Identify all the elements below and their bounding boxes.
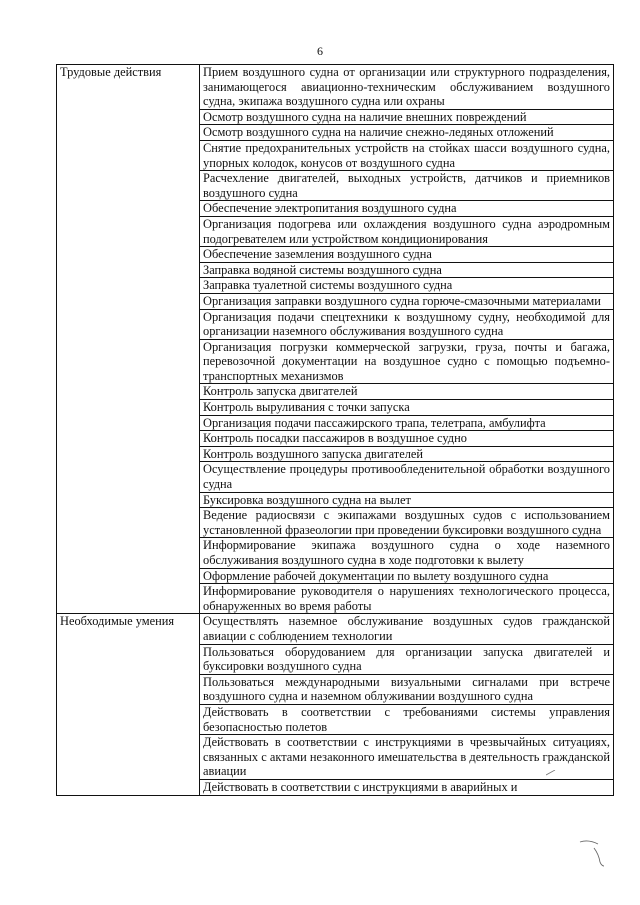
item-text: Контроль запуска двигателей	[200, 384, 614, 400]
item-text: Действовать в соответствии с требованиями системы управления безопасностью полетов	[200, 704, 614, 734]
item-text: Пользоваться оборудованием для организации запуска двигателей и буксировки воздушного судна	[200, 644, 614, 674]
item-text: Обеспечение электропитания воздушного судна	[200, 201, 614, 217]
handwritten-initials	[578, 838, 606, 868]
item-text: Организация подачи спецтехники к воздушному судну, необходимой для организации наземного обслуживания воздушного судна	[200, 309, 614, 339]
item-text: Информирование экипажа воздушного судна о ходе наземного обслуживания воздушного судна в ходе подготовки к вылету	[200, 538, 614, 568]
item-text: Контроль посадки пассажиров в воздушное судно	[200, 431, 614, 447]
item-text: Ведение радиосвязи с экипажами воздушных судов с использованием установленной фразеологии при проведении буксировки воздушного судна	[200, 508, 614, 538]
item-text: Прием воздушного судна от организации или структурного подразделения, занимающегося авиационно-техническим обслуживанием воздушного судна, экипажа воздушного судна или охраны	[200, 65, 614, 110]
section-label: Трудовые действия	[57, 65, 200, 614]
item-text: Контроль воздушного запуска двигателей	[200, 446, 614, 462]
table-row	[57, 614, 614, 644]
item-text: Организация подачи пассажирского трапа, телетрапа, амбулифта	[200, 415, 614, 431]
item-text: Действовать в соответствии с инструкциями в чрезвычайных ситуациях, связанных с актами незаконного имешательства в деятельность гражданской авиации	[200, 735, 614, 780]
table-row	[57, 65, 614, 110]
item-text: Снятие предохранительных устройств на стойках шасси воздушного судна, упорных колодок, конусов от воздушного судна	[200, 140, 614, 170]
item-text: Осуществление процедуры противообледенительной обработки воздушного судна	[200, 462, 614, 492]
pen-mark	[546, 770, 556, 776]
item-text: Расчехление двигателей, выходных устройств, датчиков и приемников воздушного судна	[200, 171, 614, 201]
item-text: Оформление рабочей документации по вылету воздушного судна	[200, 568, 614, 584]
page-number: 6	[317, 44, 323, 58]
item-text: Заправка туалетной системы воздушного судна	[200, 278, 614, 294]
item-text: Организация подогрева или охлаждения воздушного судна аэродромным подогревателем или устройством кондиционирования	[200, 216, 614, 246]
item-text: Информирование руководителя о нарушениях технологического процесса, обнаруженных во время работы	[200, 584, 614, 614]
item-text: Организация заправки воздушного судна горюче-смазочными материалами	[200, 293, 614, 309]
item-text: Осмотр воздушного судна на наличие внешних повреждений	[200, 109, 614, 125]
item-text: Заправка водяной системы воздушного судна	[200, 262, 614, 278]
item-text: Действовать в соответствии с инструкциями в аварийных и	[200, 779, 614, 795]
item-text: Буксировка воздушного судна на вылет	[200, 492, 614, 508]
item-text: Организация погрузки коммерческой загрузки, груза, почты и багажа, перевозочной документации на воздушное судно с помощью подъемно-транспортных механизмов	[200, 339, 614, 384]
item-text: Обеспечение заземления воздушного судна	[200, 247, 614, 263]
item-text: Осмотр воздушного судна на наличие снежно-ледяных отложений	[200, 125, 614, 141]
section-label: Необходимые умения	[57, 614, 200, 795]
item-text: Осуществлять наземное обслуживание воздушных судов гражданской авиации с соблюдением технологии	[200, 614, 614, 644]
competency-table	[56, 64, 614, 796]
item-text: Контроль выруливания с точки запуска	[200, 400, 614, 416]
item-text: Пользоваться международными визуальными сигналами при встрече воздушного судна и наземном облуживании воздушного судна	[200, 674, 614, 704]
